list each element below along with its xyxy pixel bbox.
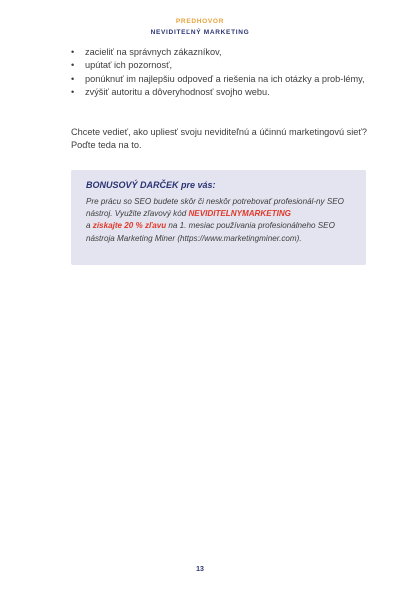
bonus-text <box>86 196 352 245</box>
list-item-text: zacieliť na správnych zákazníkov, <box>85 47 222 57</box>
page-number: 13 <box>196 566 204 573</box>
bonus-text-outro: na 1. mesiac používania profesionálneho SEO nástroja Marketing Miner (https://www.marketingminer.com). <box>86 221 335 243</box>
bonus-text-intro: Pre prácu so SEO budete skôr či neskôr potrebovať profesionál-ny SEO nástroj. Využite zľavový kód <box>86 197 344 219</box>
list-item-text: ponúknuť im najlepšiu odpoveď a riešenia na ich otázky a prob-lémy, <box>85 73 365 84</box>
bonus-text-connector: a <box>86 221 91 231</box>
bonus-callout-box <box>71 170 366 265</box>
bullet-list <box>71 46 371 99</box>
list-item-text: zvýšiť autoritu a dôveryhodnosť svojho webu. <box>85 86 270 97</box>
bullet-marker: • <box>71 47 75 57</box>
running-header-title: NEVIDITEĽNÝ MARKETING <box>150 29 250 36</box>
bullet-marker: • <box>71 60 75 71</box>
bonus-title: BONUSOVÝ DARČEK pre vás: <box>86 180 216 190</box>
list-item <box>71 59 371 72</box>
list-item <box>71 86 371 99</box>
discount-offer: získajte 20 % zľavu <box>92 221 167 231</box>
body-paragraph: Chcete vedieť, ako upliesť svoju neviditeľnú a účinnú marketingovú sieť? Poďte teda na to. <box>71 127 367 151</box>
discount-code: NEVIDITELNYMARKETING <box>188 209 291 219</box>
list-item <box>71 46 371 59</box>
section-kicker: PREDHOVOR <box>175 18 225 25</box>
bullet-marker: • <box>71 86 75 97</box>
list-item <box>71 73 371 86</box>
list-item-text: upútať ich pozornosť, <box>85 60 173 71</box>
bullet-marker: • <box>71 73 75 84</box>
